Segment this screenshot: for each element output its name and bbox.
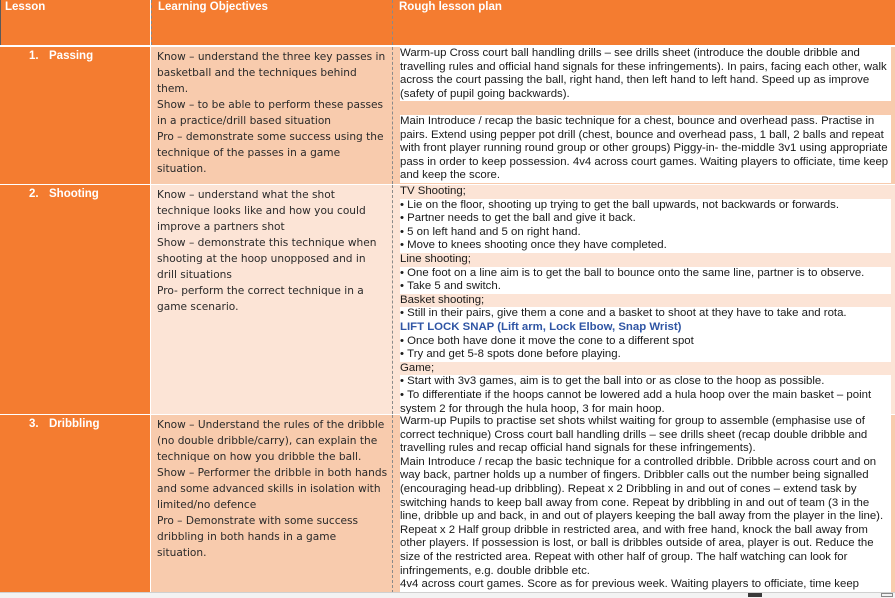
plan-bullet: • Still in their pairs, give them a cone and a basket to shoot at they have to take and rota. <box>400 307 891 321</box>
objectives-cell <box>151 185 393 414</box>
plan-bullet: • 5 on left hand and 5 on right hand. <box>400 226 891 240</box>
plan-bullet: • Try and get 5-8 spots done before playing. <box>400 348 891 362</box>
header-learning-objectives: Learning Objectives <box>151 0 393 45</box>
lesson-number: 1. <box>29 50 39 62</box>
plan-heading: TV Shooting; <box>400 185 466 197</box>
objective-pro: Pro- perform the correct technique in a game scenario. <box>157 285 364 313</box>
lift-lock-snap-cue: LIFT LOCK SNAP (Lift arm, Lock Elbow, Snap Wrist) <box>400 321 891 335</box>
lesson-cell <box>0 47 151 184</box>
plan-bullet: • Take 5 and switch. <box>400 280 891 294</box>
plan-cell <box>393 47 895 184</box>
plan-cell <box>393 415 895 592</box>
plan-heading: Basket shooting; <box>400 293 485 306</box>
plan-main: Main Introduce / recap the basic technique for a chest, bounce and overhead pass. Practise in pairs. Extend using pepper pot drill (chest, bounce and overhead pass, 1 ball, 2 balls and repeat with front player running round group or other groups) Piggy-in- the-middle 3v1 using appropriate pass in order to keep possession. 4v4 across court games. Waiting players to officiate, time keep and keep the score. <box>400 115 891 183</box>
plan-bullet: • To differentiate if the hoops cannot be lowered add a hula hoop over the main basket – point system 2 for through the hula hoop, 3 for main hoop. <box>400 389 891 414</box>
header-rough-lesson-plan: Rough lesson plan <box>393 0 895 45</box>
status-bar <box>0 592 895 598</box>
plan-bullet: • One foot on a line aim is to get the ball to bounce onto the same line, partner is to observe. <box>400 267 891 281</box>
lesson-name: Dribbling <box>49 418 100 430</box>
table-row <box>0 46 895 184</box>
plan-warmup: Warm-up Cross court ball handling drills – see drills sheet (introduce the double dribble and travelling rules and official hand signals for these infringements). In pairs, facing each other, walk across the court passing the ball, right hand, then left hand to left hand. Speed up as improve (safety of pupil going backwards). <box>400 47 891 101</box>
objective-show: Show – Performer the dribble in both hands and some advanced skills in isolation with limited/no defence <box>157 467 388 511</box>
header-lesson: Lesson <box>0 0 151 45</box>
objective-know: Know – understand the three key passes in basketball and the techniques behind them. <box>157 51 386 95</box>
table-row <box>0 184 895 414</box>
view-toggle-icon[interactable] <box>881 593 893 597</box>
objective-know: Know – Understand the rules of the dribble (no double dribble/carry), can explain the technique on how you dribble the ball. <box>157 419 385 463</box>
objective-show: Show – demonstrate this technique when shooting at the hoop unopposed and in drill situations <box>157 237 377 281</box>
lesson-title <box>0 185 150 200</box>
objective-pro: Pro – demonstrate some success using the technique of the passes in a game situation. <box>157 131 384 175</box>
lesson-title <box>0 415 150 430</box>
lesson-number: 3. <box>29 418 39 430</box>
plan-bullet: • Lie on the floor, shooting up trying to get the ball upwards, not backwards or forwards. <box>400 199 891 213</box>
plan-main: Main Introduce / recap the basic technique for a controlled dribble. Dribble across court and on way back, partner holds up a number of fingers. Dribbler calls out the number being signalled (encouraging head-up dribbling). Repeat x 2 Dribbling in and out of cones – extend task by switching hands to keep ball away from cone. Repeat by dribbling in and out of team (3 in the line, dribble up and back, in and out of players keeping the ball away from the player in the line). Repeat x 2 Half group dribble in restricted area, and with free hand, knock the ball away from other players. If possession is lost, or ball is dribbles outside of area, player is out. Reduce the size of the restricted area. Repeat with other half of group. The half watching can look for infringements, e.g. double dribble etc. <box>400 456 891 578</box>
plan-heading: Line shooting; <box>400 252 471 265</box>
table-row <box>0 414 895 592</box>
plan-heading: Game; <box>400 361 435 374</box>
lesson-name: Shooting <box>49 188 99 200</box>
lesson-number: 2. <box>29 188 39 200</box>
scroll-thumb[interactable] <box>748 593 762 597</box>
plan-bullet: • Once both have done it move the cone to a different spot <box>400 335 891 349</box>
lesson-cell <box>0 415 151 592</box>
plan-bullet: • Partner needs to get the ball and give it back. <box>400 212 891 226</box>
lesson-title <box>0 47 150 62</box>
plan-games: 4v4 across court games. Score as for previous week. Waiting players to officiate, time keep <box>400 578 891 592</box>
plan-bullet: • Start with 3v3 games, aim is to get the ball into or as close to the hoop as possible. <box>400 375 891 389</box>
objective-show: Show – to be able to perform these passes in a practice/drill based situation <box>157 99 384 127</box>
table-header-row <box>0 0 895 45</box>
objective-pro: Pro – Demonstrate with some success dribbling in both hands in a game situation. <box>157 515 359 559</box>
objective-know: Know – understand what the shot technique looks like and how you could improve a partners shot <box>157 189 366 233</box>
plan-bullet: • Move to knees shooting once they have completed. <box>400 239 891 253</box>
plan-warmup: Warm-up Pupils to practise set shots whilst waiting for group to assemble (emphasise use of correct technique) Cross court ball handling drills – see drills sheet (recap double dribble and travelling rules and recap official hand signals for these infringements). <box>400 415 891 456</box>
lesson-name: Passing <box>49 50 94 62</box>
plan-cell <box>393 185 895 414</box>
objectives-cell <box>151 415 393 592</box>
lesson-cell <box>0 185 151 414</box>
objectives-cell <box>151 47 393 184</box>
